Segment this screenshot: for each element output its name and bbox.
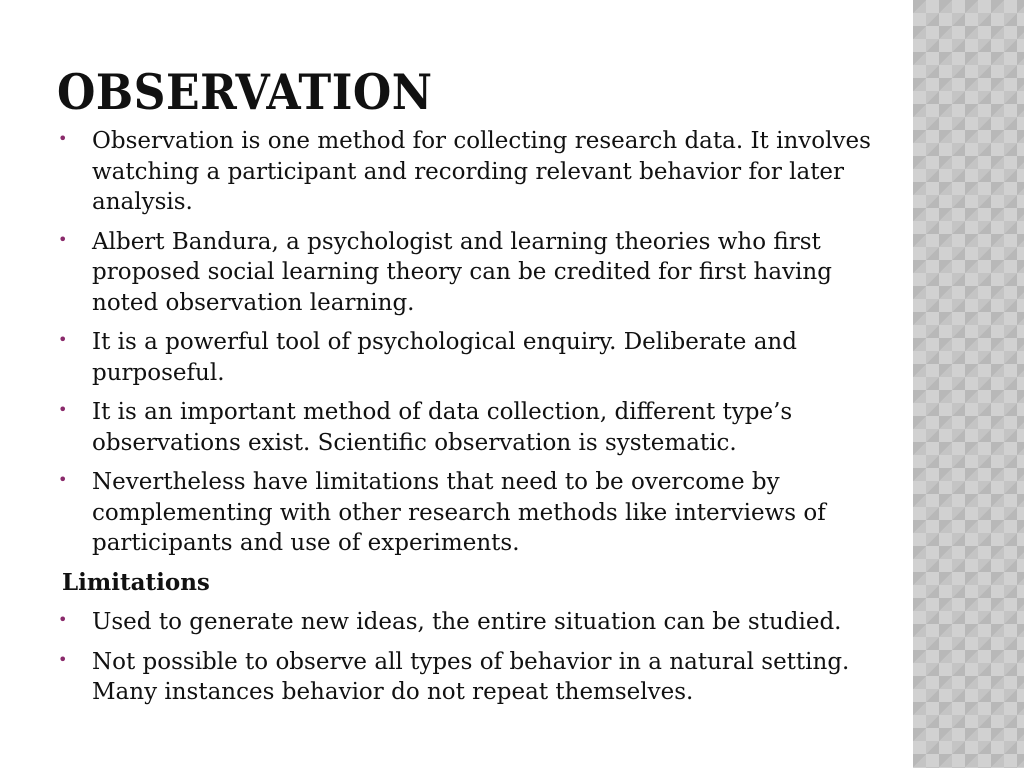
limitations-list — [58, 607, 888, 708]
list-item — [58, 126, 888, 218]
bullet-list — [58, 126, 888, 559]
slide-title: OBSERVATION — [57, 63, 433, 121]
bullet-text: Albert Bandura, a psychologist and learning theories who first proposed social learning theory can be credited for first having noted observation learning. — [92, 228, 832, 316]
bullet-text: Nevertheless have limitations that need to be overcome by complementing with other research methods like interviews of participants and use of experiments. — [92, 469, 826, 556]
list-item — [58, 397, 888, 458]
list-item — [58, 327, 888, 388]
bullet-icon: • — [58, 129, 68, 148]
list-item — [58, 467, 888, 559]
list-item — [58, 647, 888, 708]
bullet-text: Observation is one method for collecting research data. It involves watching a participant and recording relevant behavior for later analysis. — [92, 128, 871, 215]
bullet-icon: • — [58, 470, 68, 489]
list-item — [58, 227, 888, 319]
bullet-text: It is a powerful tool of psychological enquiry. Deliberate and purposeful. — [92, 329, 797, 386]
bullet-icon: • — [58, 649, 68, 669]
bullet-icon: • — [58, 229, 68, 249]
bullet-text: Not possible to observe all types of behavior in a natural setting. Many instances behavior do not repeat themselves. — [92, 648, 850, 705]
section-heading-limitations: Limitations — [62, 568, 210, 596]
bullet-icon: • — [58, 400, 68, 419]
slide-body — [58, 126, 888, 717]
bullet-icon: • — [58, 610, 68, 629]
list-item — [58, 607, 888, 638]
decorative-side-panel — [913, 0, 1024, 768]
bullet-text: Used to generate new ideas, the entire situation can be studied. — [92, 609, 842, 635]
bullet-text: It is an important method of data collection, different type’s observations exist. Scientific observation is systematic. — [92, 399, 793, 456]
bullet-icon: • — [58, 330, 68, 349]
